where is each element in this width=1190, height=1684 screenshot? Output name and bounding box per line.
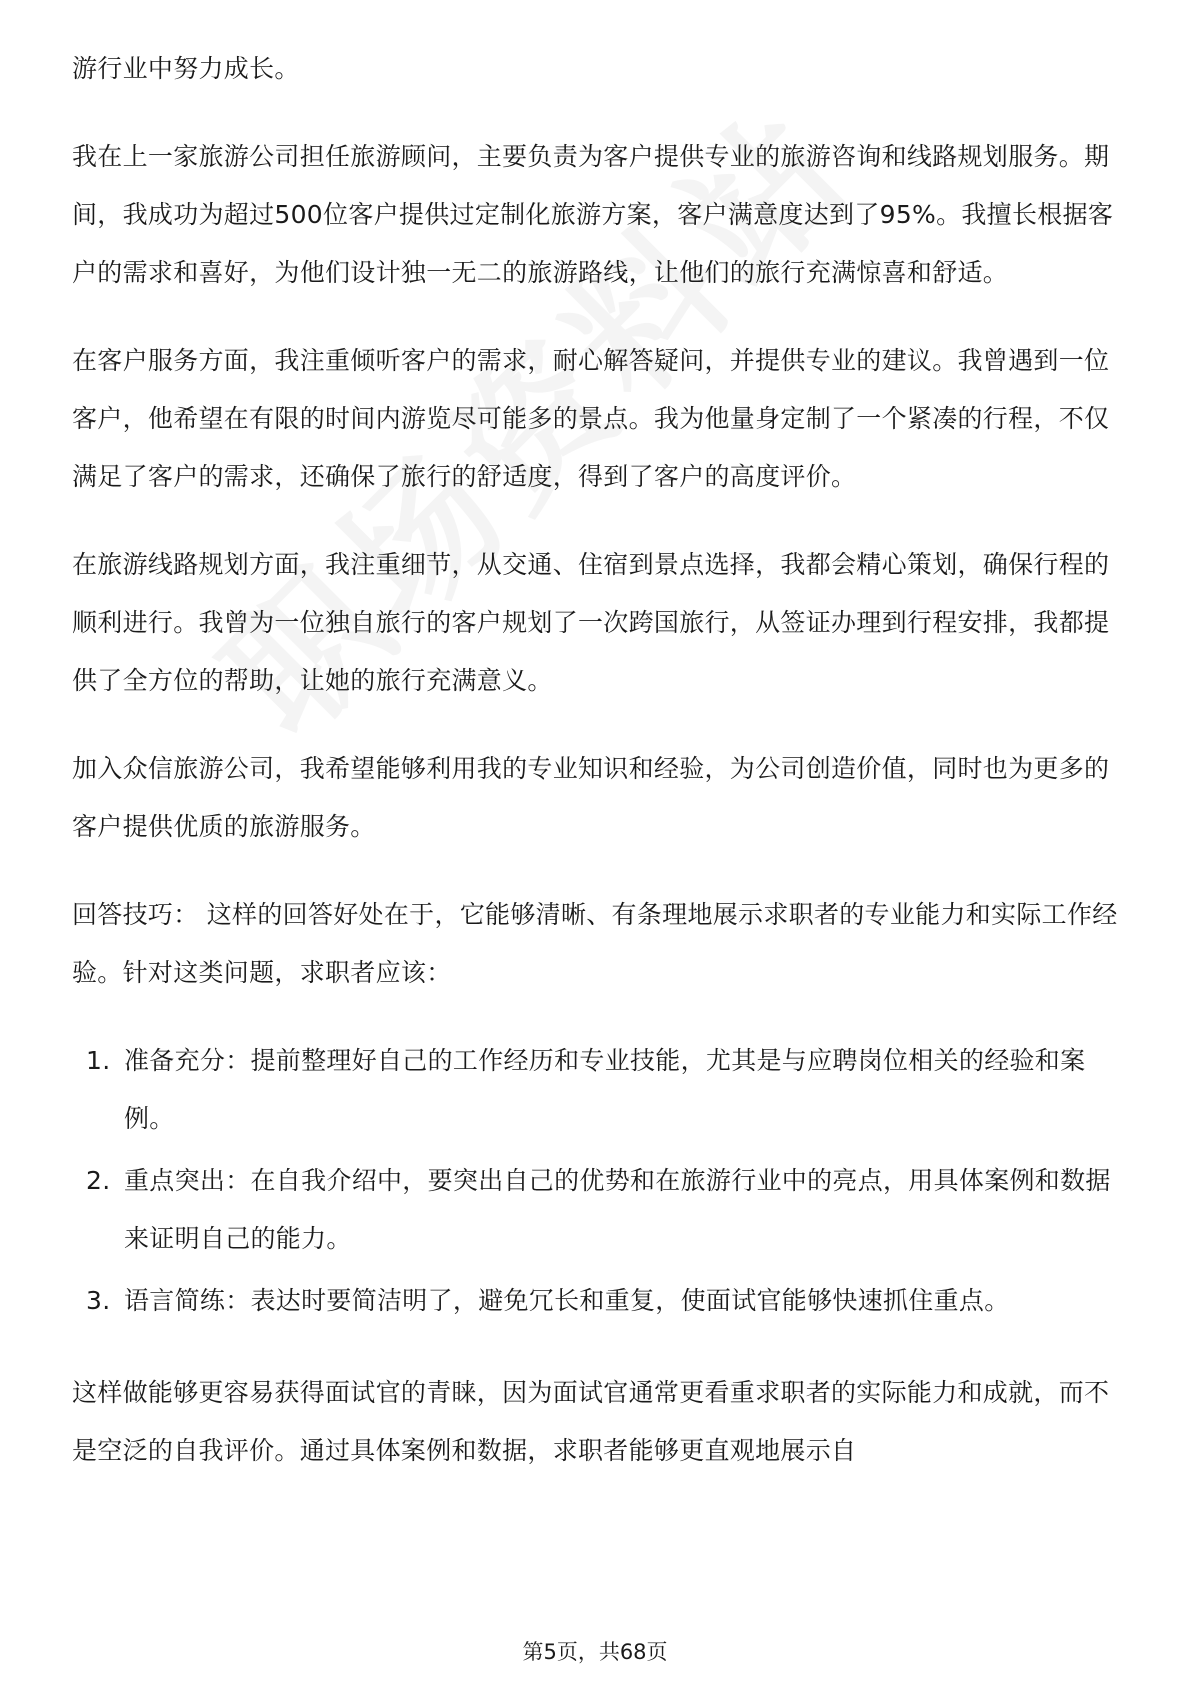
paragraph-route-planning: 在旅游线路规划方面，我注重细节，从交通、住宿到景点选择，我都会精心策划，确保行程的顺利进行。我曾为一位独自旅行的客户规划了一次跨国旅行，从签证办理到行程安排，我都提供了全方位的帮助，让她的旅行充满意义。 bbox=[72, 550, 1110, 695]
list-item bbox=[72, 1272, 1122, 1330]
list-text: 语言简练：表达时要简洁明了，避免冗长和重复，使面试官能够快速抓住重点。 bbox=[124, 1286, 1010, 1315]
paragraph-intro-end: 游行业中努力成长。 bbox=[72, 54, 300, 83]
list-item bbox=[72, 1152, 1122, 1268]
paragraph-closing: 这样做能够更容易获得面试官的青睐，因为面试官通常更看重求职者的实际能力和成就，而不是空泛的自我评价。通过具体案例和数据，求职者能够更直观地展示自 bbox=[72, 1378, 1110, 1465]
page-footer: 第5页，共68页 bbox=[522, 1640, 668, 1664]
list-number: 2. bbox=[86, 1166, 111, 1195]
list-number: 3. bbox=[86, 1286, 111, 1315]
paragraph-customer-service: 在客户服务方面，我注重倾听客户的需求，耐心解答疑问，并提供专业的建议。我曾遇到一位客户，他希望在有限的时间内游览尽可能多的景点。我为他量身定制了一个紧凑的行程，不仅满足了客户的需求，还确保了旅行的舒适度，得到了客户的高度评价。 bbox=[72, 346, 1110, 491]
paragraph-answer-tips: 回答技巧： 这样的回答好处在于，它能够清晰、有条理地展示求职者的专业能力和实际工作经验。针对这类问题，求职者应该： bbox=[72, 900, 1118, 987]
list-text: 准备充分：提前整理好自己的工作经历和专业技能，尤其是与应聘岗位相关的经验和案例。 bbox=[124, 1046, 1086, 1133]
list-number: 1. bbox=[86, 1046, 111, 1075]
document-body bbox=[72, 40, 1122, 1480]
paragraph-experience: 我在上一家旅游公司担任旅游顾问，主要负责为客户提供专业的旅游咨询和线路规划服务。期间，我成功为超过500位客户提供过定制化旅游方案，客户满意度达到了95%。我擅长根据客户的需求和喜好，为他们设计独一无二的旅游路线，让他们的旅行充满惊喜和舒适。 bbox=[72, 142, 1114, 287]
paragraph-joining: 加入众信旅游公司，我希望能够利用我的专业知识和经验，为公司创造价值，同时也为更多的客户提供优质的旅游服务。 bbox=[72, 754, 1110, 841]
list-text: 重点突出：在自我介绍中，要突出自己的优势和在旅游行业中的亮点，用具体案例和数据来证明自己的能力。 bbox=[124, 1166, 1111, 1253]
list-item bbox=[72, 1032, 1122, 1148]
tips-list bbox=[72, 1032, 1122, 1330]
